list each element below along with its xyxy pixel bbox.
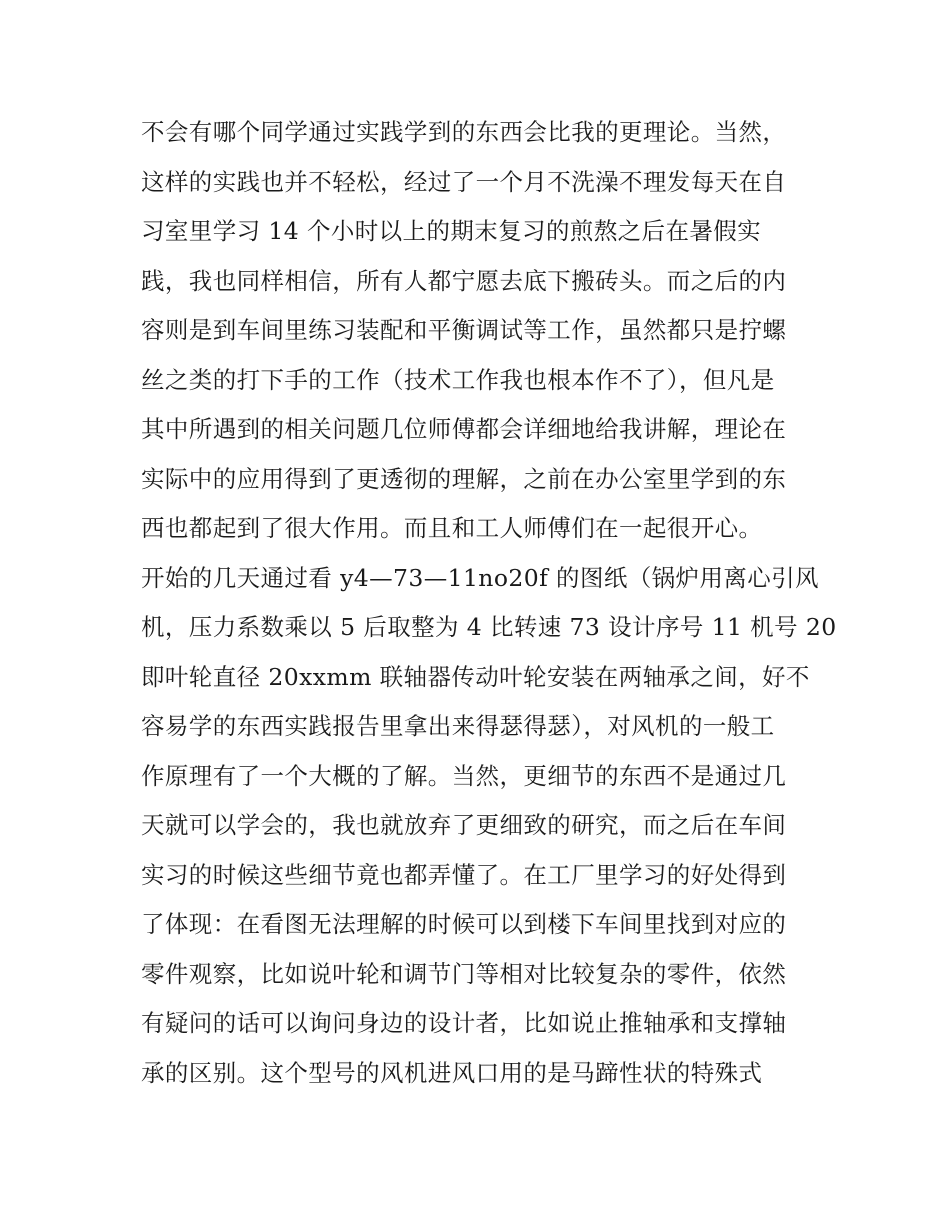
text-line: 天就可以学会的，我也就放弃了更细致的研究，而之后在车间 (141, 811, 787, 839)
text-line: 实习的时候这些细节竟也都弄懂了。在工厂里学习的好处得到 (141, 860, 787, 889)
text-line: 即叶轮直径 20xxmm 联轴器传动叶轮安装在两轴承之间，好不 (141, 662, 810, 691)
text-line: 西也都起到了很大作用。而且和工人师傅们在一起很开心。 (141, 514, 763, 542)
text-line: 容则是到车间里练习装配和平衡调试等工作，虽然都只是拧螺 (141, 316, 787, 344)
text-line: 机，压力系数乘以 5 后取整为 4 比转速 73 设计序号 11 机号 20 (141, 613, 837, 641)
text-line: 容易学的东西实践报告里拿出来得瑟得瑟），对风机的一般工 (141, 712, 775, 740)
text-line: 这样的实践也并不轻松，经过了一个月不洗澡不理发每天在自 (141, 167, 787, 196)
text-line: 其中所遇到的相关问题几位师傅都会详细地给我讲解，理论在 (141, 415, 787, 443)
text-line: 了体现：在看图无法理解的时候可以到楼下车间里找到对应的 (141, 910, 787, 938)
text-line: 丝之类的打下手的工作（技术工作我也根本作不了），但凡是 (141, 365, 775, 394)
text-line: 实际中的应用得到了更透彻的理解，之前在办公室里学到的东 (141, 464, 787, 493)
text-line: 作原理有了一个大概的了解。当然，更细节的东西不是通过几 (141, 761, 787, 790)
text-line: 不会有哪个同学通过实践学到的东西会比我的更理论。当然， (141, 118, 787, 146)
text-line: 有疑问的话可以询问身边的设计者，比如说止推轴承和支撑轴 (141, 1009, 787, 1037)
text-line: 习室里学习 14 个小时以上的期末复习的煎熬之后在暑假实 (141, 217, 762, 245)
text-line: 承的区别。这个型号的风机进风口用的是马蹄性状的特殊式 (141, 1058, 763, 1087)
text-line: 零件观察，比如说叶轮和调节门等相对比较复杂的零件，依然 (141, 959, 787, 988)
text-line: 践，我也同样相信，所有人都宁愿去底下搬砖头。而之后的内 (141, 266, 787, 295)
text-line: 开始的几天通过看 y4—73—11no20f 的图纸（锅炉用离心引风 (141, 563, 819, 592)
body-text (141, 108, 837, 1098)
